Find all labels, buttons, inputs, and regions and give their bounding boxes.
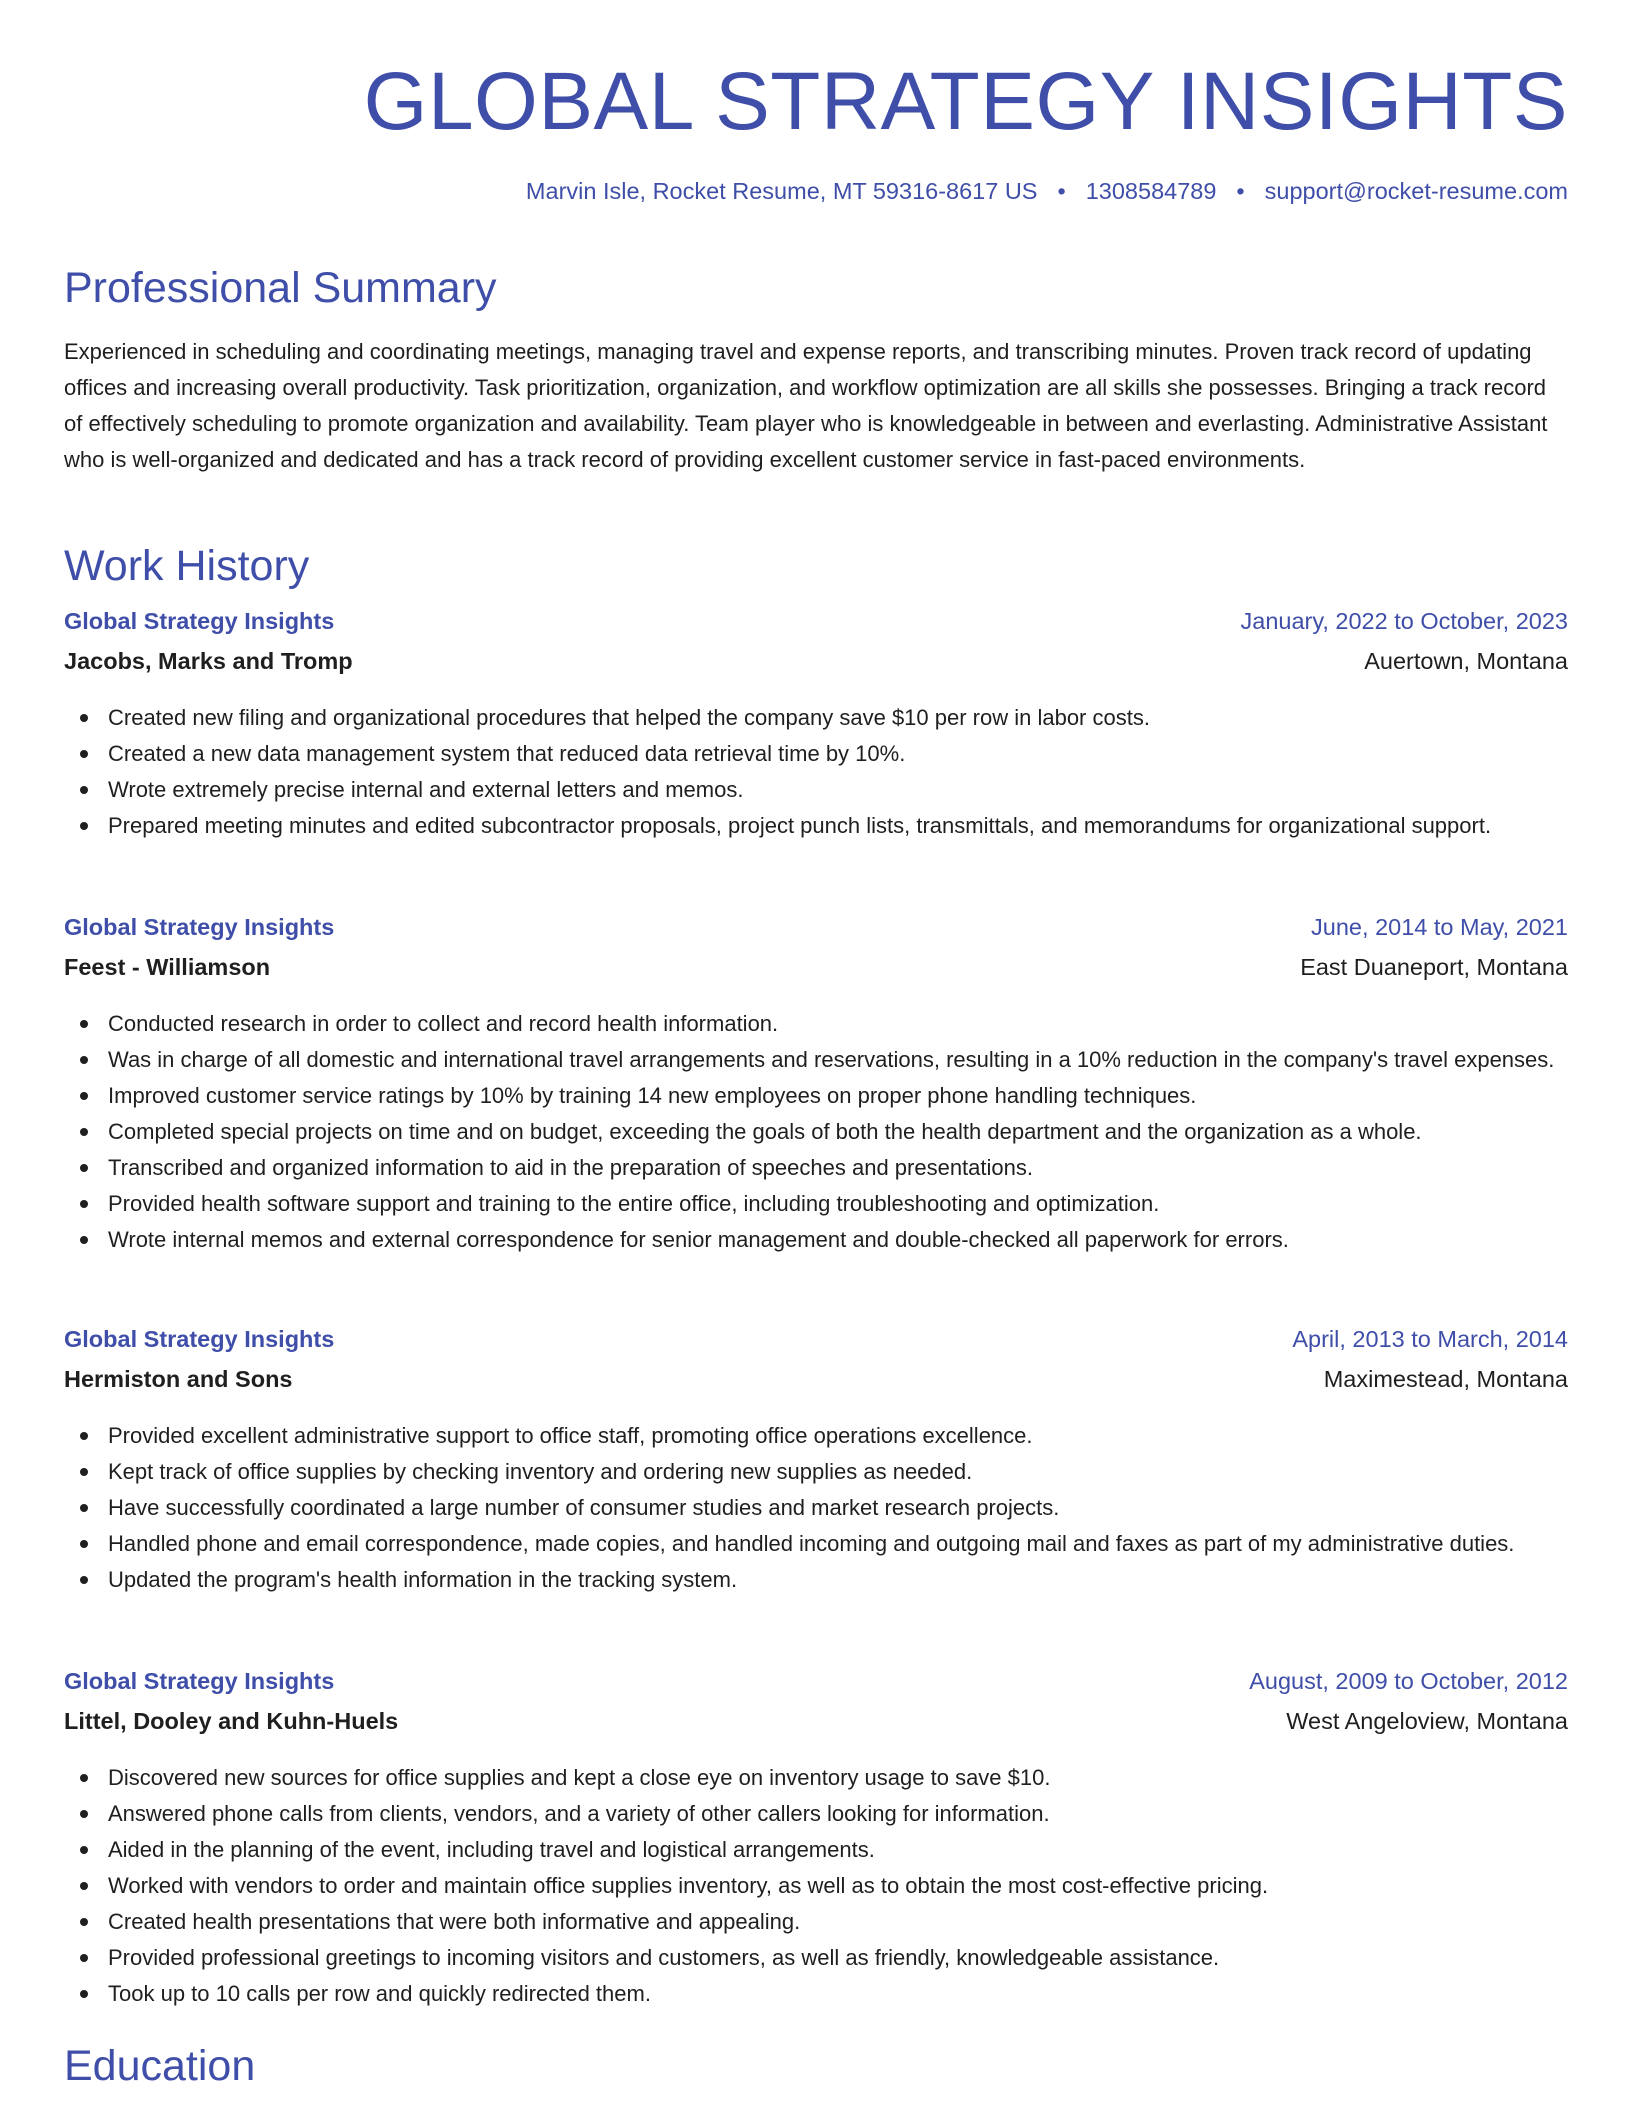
job-title: Global Strategy Insights bbox=[64, 608, 335, 634]
bullet-dot-icon bbox=[80, 1882, 88, 1890]
bullet-text: Handled phone and email correspondence, made copies, and handled incoming and outgoing mail and faxes as part of my administrative duties. bbox=[108, 1531, 1515, 1556]
bullet-text: Wrote extremely precise internal and external letters and memos. bbox=[108, 777, 744, 802]
contact-email[interactable]: support@rocket-resume.com bbox=[1264, 178, 1568, 204]
bullet-text: Discovered new sources for office supplies and kept a close eye on inventory usage to save $10. bbox=[108, 1765, 1051, 1790]
contact-separator: • bbox=[1057, 178, 1066, 204]
bullet-text: Transcribed and organized information to aid in the preparation of speeches and presentations. bbox=[108, 1155, 1033, 1180]
job-header-row bbox=[64, 914, 1568, 954]
bullet-text: Answered phone calls from clients, vendors, and a variety of other callers looking for information. bbox=[108, 1801, 1050, 1826]
bullet-text: Provided health software support and training to the entire office, including troubleshooting and optimization. bbox=[108, 1191, 1160, 1216]
job-location: West Angeloview, Montana bbox=[1286, 1708, 1568, 1734]
bullet-dot-icon bbox=[80, 1576, 88, 1584]
job-title: Global Strategy Insights bbox=[64, 1326, 335, 1352]
bullet-text: Provided excellent administrative support to office staff, promoting office operations excellence. bbox=[108, 1423, 1033, 1448]
bullet-dot-icon bbox=[80, 1918, 88, 1926]
bullet-dot-icon bbox=[80, 1236, 88, 1244]
job-entry bbox=[64, 914, 1568, 1258]
job-company: Feest - Williamson bbox=[64, 954, 271, 980]
job-bullet bbox=[64, 1976, 1568, 2012]
bullet-dot-icon bbox=[80, 1056, 88, 1064]
contact-line bbox=[526, 178, 1568, 205]
job-bullet bbox=[64, 1042, 1568, 1078]
bullet-dot-icon bbox=[80, 1432, 88, 1440]
job-bullet bbox=[64, 1418, 1568, 1454]
bullet-dot-icon bbox=[80, 1954, 88, 1962]
job-bullet bbox=[64, 1526, 1568, 1562]
job-bullet bbox=[64, 772, 1568, 808]
job-bullet bbox=[64, 1562, 1568, 1598]
job-company: Jacobs, Marks and Tromp bbox=[64, 648, 353, 674]
bullet-dot-icon bbox=[80, 1540, 88, 1548]
bullet-text: Updated the program's health information in the tracking system. bbox=[108, 1567, 738, 1592]
bullet-text: Created health presentations that were both informative and appealing. bbox=[108, 1909, 801, 1934]
page-title: GLOBAL STRATEGY INSIGHTS bbox=[363, 56, 1568, 147]
bullet-text: Completed special projects on time and on budget, exceeding the goals of both the health department and the organization as a whole. bbox=[108, 1119, 1422, 1144]
job-title: Global Strategy Insights bbox=[64, 914, 335, 940]
bullet-text: Wrote internal memos and external correspondence for senior management and double-checked all paperwork for errors. bbox=[108, 1227, 1289, 1252]
bullet-text: Kept track of office supplies by checking inventory and ordering new supplies as needed. bbox=[108, 1459, 973, 1484]
job-bullet bbox=[64, 1832, 1568, 1868]
bullet-dot-icon bbox=[80, 750, 88, 758]
job-bullet bbox=[64, 1114, 1568, 1150]
job-company: Littel, Dooley and Kuhn-Huels bbox=[64, 1708, 399, 1734]
job-bullet bbox=[64, 1760, 1568, 1796]
job-location: Maximestead, Montana bbox=[1323, 1366, 1568, 1392]
bullet-dot-icon bbox=[80, 822, 88, 830]
bullet-text: Took up to 10 calls per row and quickly redirected them. bbox=[108, 1981, 651, 2006]
job-bullet bbox=[64, 1904, 1568, 1940]
work-history-heading: Work History bbox=[64, 542, 310, 590]
job-entry bbox=[64, 1668, 1568, 2012]
contact-phone[interactable]: 1308584789 bbox=[1085, 178, 1217, 204]
job-bullet bbox=[64, 736, 1568, 772]
education-heading: Education bbox=[64, 2042, 256, 2090]
job-bullet-list bbox=[64, 700, 1568, 844]
bullet-text: Worked with vendors to order and maintain office supplies inventory, as well as to obtain the most cost-effective pricing. bbox=[108, 1873, 1269, 1898]
bullet-text: Prepared meeting minutes and edited subcontractor proposals, project punch lists, transmittals, and memorandums for organizational support. bbox=[108, 813, 1492, 838]
job-dates: August, 2009 to October, 2012 bbox=[1249, 1668, 1568, 1694]
bullet-dot-icon bbox=[80, 1504, 88, 1512]
summary-heading: Professional Summary bbox=[64, 264, 497, 312]
job-bullet bbox=[64, 1796, 1568, 1832]
job-entry bbox=[64, 1326, 1568, 1598]
job-location: East Duaneport, Montana bbox=[1300, 954, 1568, 980]
bullet-dot-icon bbox=[80, 1846, 88, 1854]
bullet-text: Created new filing and organizational procedures that helped the company save $10 per row in labor costs. bbox=[108, 705, 1150, 730]
bullet-dot-icon bbox=[80, 1200, 88, 1208]
bullet-text: Have successfully coordinated a large number of consumer studies and market research projects. bbox=[108, 1495, 1060, 1520]
job-title: Global Strategy Insights bbox=[64, 1668, 335, 1694]
bullet-dot-icon bbox=[80, 1020, 88, 1028]
bullet-dot-icon bbox=[80, 1774, 88, 1782]
bullet-dot-icon bbox=[80, 714, 88, 722]
bullet-text: Conducted research in order to collect and record health information. bbox=[108, 1011, 779, 1036]
job-company-row bbox=[64, 1366, 1568, 1406]
job-bullet bbox=[64, 1006, 1568, 1042]
job-company-row bbox=[64, 954, 1568, 994]
job-header-row bbox=[64, 608, 1568, 648]
bullet-text: Provided professional greetings to incoming visitors and customers, as well as friendly, knowledgeable assistance. bbox=[108, 1945, 1220, 1970]
job-header-row bbox=[64, 1326, 1568, 1366]
bullet-text: Created a new data management system that reduced data retrieval time by 10%. bbox=[108, 741, 906, 766]
bullet-text: Aided in the planning of the event, including travel and logistical arrangements. bbox=[108, 1837, 875, 1862]
job-bullet bbox=[64, 1490, 1568, 1526]
summary-text: Experienced in scheduling and coordinating meetings, managing travel and expense reports, and transcribing minutes. Proven track record of updating offices and increasing overall productivity. Task prioritization, organization, and workflow optimization are all skills she possesses. Bringing a track record of effectively scheduling to promote organization and availability. Team player who is knowledgeable in between and everlasting. Administrative Assistant who is well-organized and dedicated and has a track record of providing excellent customer service in fast-paced environments. bbox=[64, 339, 1548, 472]
job-bullet bbox=[64, 1150, 1568, 1186]
job-header-row bbox=[64, 1668, 1568, 1708]
resume-page bbox=[64, 0, 1568, 2090]
bullet-dot-icon bbox=[80, 1128, 88, 1136]
job-bullet bbox=[64, 1940, 1568, 1976]
job-bullet-list bbox=[64, 1760, 1568, 2012]
contact-address: Marvin Isle, Rocket Resume, MT 59316-8617 US bbox=[525, 178, 1038, 204]
job-bullet bbox=[64, 1186, 1568, 1222]
bullet-dot-icon bbox=[80, 786, 88, 794]
contact-separator: • bbox=[1236, 178, 1245, 204]
job-company-row bbox=[64, 1708, 1568, 1748]
bullet-text: Improved customer service ratings by 10% by training 14 new employees on proper phone handling techniques. bbox=[108, 1083, 1197, 1108]
bullet-dot-icon bbox=[80, 1164, 88, 1172]
bullet-dot-icon bbox=[80, 1810, 88, 1818]
job-entry bbox=[64, 608, 1568, 844]
job-dates: January, 2022 to October, 2023 bbox=[1240, 608, 1568, 634]
job-company: Hermiston and Sons bbox=[64, 1366, 293, 1392]
job-bullet bbox=[64, 1454, 1568, 1490]
job-bullet bbox=[64, 700, 1568, 736]
bullet-text: Was in charge of all domestic and international travel arrangements and reservations, resulting in a 10% reduction in the company's travel expenses. bbox=[108, 1047, 1555, 1072]
job-bullet bbox=[64, 1868, 1568, 1904]
job-bullet-list bbox=[64, 1418, 1568, 1598]
job-company-row bbox=[64, 648, 1568, 688]
job-dates: April, 2013 to March, 2014 bbox=[1292, 1326, 1568, 1352]
job-bullet-list bbox=[64, 1006, 1568, 1258]
job-location: Auertown, Montana bbox=[1364, 648, 1568, 674]
bullet-dot-icon bbox=[80, 1468, 88, 1476]
job-dates: June, 2014 to May, 2021 bbox=[1311, 914, 1568, 940]
job-bullet bbox=[64, 1078, 1568, 1114]
job-bullet bbox=[64, 808, 1568, 844]
bullet-dot-icon bbox=[80, 1990, 88, 1998]
bullet-dot-icon bbox=[80, 1092, 88, 1100]
job-bullet bbox=[64, 1222, 1568, 1258]
